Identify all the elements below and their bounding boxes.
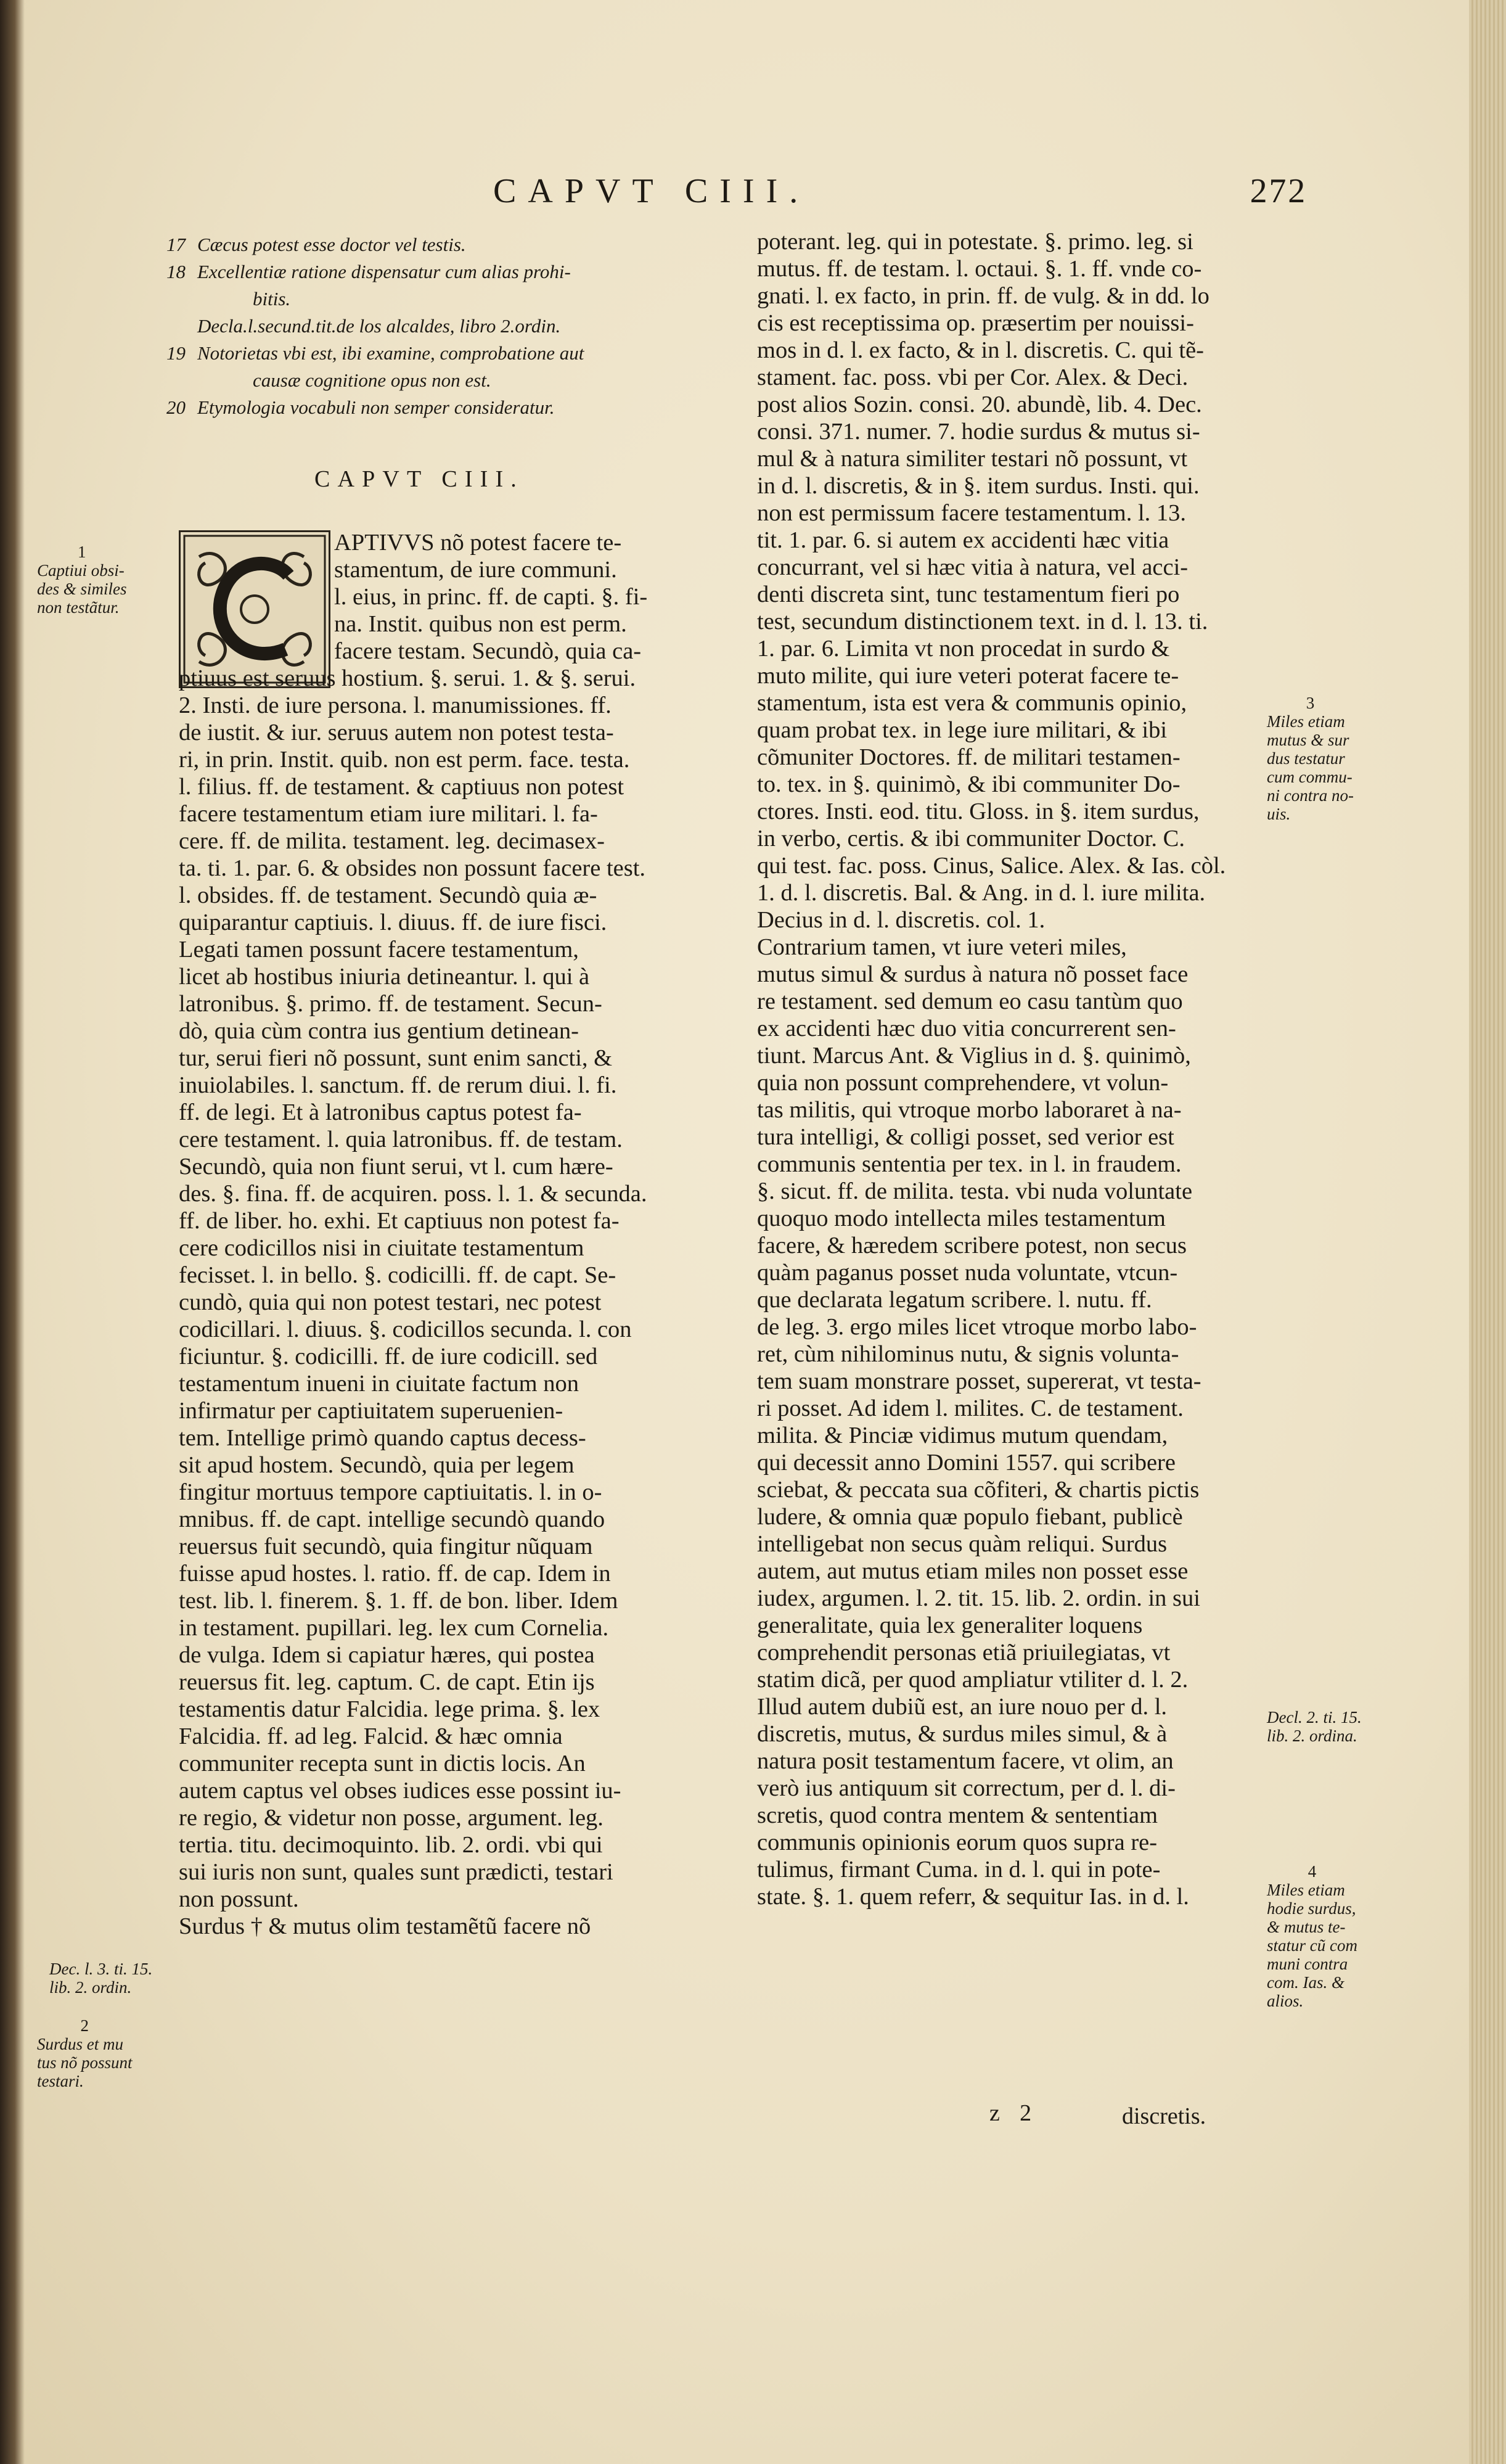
catchword: discretis. bbox=[1122, 2103, 1206, 2129]
text-line: ctores. Insti. eod. titu. Gloss. in §. item surdus, bbox=[757, 799, 1200, 824]
margin-note-captiui bbox=[37, 543, 127, 617]
margin-note-line: lib. 2. ordina. bbox=[1267, 1727, 1357, 1745]
text-line: ptiuus est seruus hostium. §. serui. 1. & §. serui. bbox=[179, 665, 636, 691]
margin-note-number: 4 bbox=[1308, 1862, 1317, 1881]
margin-note-line: Miles etiam bbox=[1267, 712, 1345, 731]
text-line: generalitate, quia lex generaliter loquens bbox=[757, 1612, 1143, 1638]
margin-note-line: ni contra no- bbox=[1267, 786, 1354, 805]
text-line: ff. de liber. ho. exhi. Et captiuus non potest fa- bbox=[179, 1208, 620, 1234]
text-line: mutus simul & surdus à natura nõ posset face bbox=[757, 961, 1189, 987]
margin-note-line: & mutus te- bbox=[1267, 1918, 1346, 1936]
text-line: latronibus. §. primo. ff. de testament. Secun- bbox=[179, 991, 602, 1017]
summary-number: 20 bbox=[166, 396, 186, 418]
text-line: quoquo modo intellecta miles testamentum bbox=[757, 1205, 1166, 1231]
text-line: sit apud hostem. Secundò, quia per legem bbox=[179, 1452, 575, 1478]
text-line: gnati. l. ex facto, in prin. ff. de vulg. & in dd. lo bbox=[757, 283, 1209, 309]
text-line: test. lib. l. finerem. §. 1. ff. de bon. liber. Idem bbox=[179, 1588, 618, 1614]
text-line: ludere, & omnia quæ populo fiebant, publicè bbox=[757, 1504, 1183, 1530]
margin-note-line: Surdus et mu bbox=[37, 2035, 123, 2053]
text-line: iudex, argumen. l. 2. tit. 15. lib. 2. ordin. in sui bbox=[757, 1585, 1200, 1611]
text-line: in testament. pupillari. leg. lex cum Cornelia. bbox=[179, 1615, 609, 1641]
text-line: cere codicillos nisi in ciuitate testamentum bbox=[179, 1235, 584, 1261]
text-line: mos in d. l. ex facto, & in l. discretis. C. qui tẽ- bbox=[757, 337, 1204, 363]
text-line: non est permissum facere testamentum. l. 13. bbox=[757, 500, 1187, 526]
text-line: re testament. sed demum eo casu tantùm quo bbox=[757, 988, 1183, 1014]
summary-line bbox=[166, 394, 700, 421]
summary-number: 17 bbox=[166, 234, 186, 255]
text-line: re regio, & videtur non posse, argument. leg. bbox=[179, 1805, 604, 1831]
summary-line bbox=[166, 313, 700, 340]
text-line: sciebat, & peccata sua cõfiteri, & chartis pictis bbox=[757, 1477, 1200, 1503]
text-line: communis sententia per tex. in l. in fraudem. bbox=[757, 1151, 1182, 1177]
margin-note-line: uis. bbox=[1267, 805, 1291, 823]
text-line: que declarata legatum scribere. l. nutu. ff. bbox=[757, 1287, 1152, 1313]
text-line: tulimus, firmant Cuma. in d. l. qui in pote- bbox=[757, 1857, 1161, 1883]
text-line: discretis, mutus, & surdus miles simul, & à bbox=[757, 1721, 1168, 1747]
text-line: Decius in d. l. discretis. col. 1. bbox=[757, 907, 1046, 933]
text-line: cundò, quia qui non potest testari, nec potest bbox=[179, 1289, 602, 1315]
text-line: verò ius antiquum sit correctum, per d. l. di- bbox=[757, 1775, 1176, 1801]
margin-note-line: dus testatur bbox=[1267, 749, 1345, 768]
text-line: natura posit testamentum facere, vt olim, an bbox=[757, 1748, 1174, 1774]
text-line: l. filius. ff. de testament. & captiuus non potest bbox=[179, 774, 624, 800]
text-line: test, secundum distinctionem text. in d. l. 13. ti. bbox=[757, 609, 1208, 634]
text-line: dò, quia cùm contra ius gentium detinean- bbox=[179, 1018, 579, 1044]
margin-note-line: muni contra bbox=[1267, 1955, 1348, 1973]
summary-text: Decla.l.secund.tit.de los alcaldes, libro 2.ordin. bbox=[197, 315, 561, 337]
text-line: codicillari. l. diuus. §. codicillos secunda. l. con bbox=[179, 1316, 632, 1342]
margin-note-line: com. Ias. & bbox=[1267, 1973, 1344, 1992]
text-line: l. eius, in princ. ff. de capti. §. fi- bbox=[334, 584, 648, 610]
text-line: tertia. titu. decimoquinto. lib. 2. ordi. vbi qui bbox=[179, 1832, 603, 1858]
text-line: qui test. fac. poss. Cinus, Salice. Alex. & Ias. còl. bbox=[757, 853, 1226, 879]
text-line: tura intelligi, & colligi posset, sed verior est bbox=[757, 1124, 1174, 1150]
text-line: na. Instit. quibus non est perm. bbox=[334, 611, 627, 637]
text-line: mutus. ff. de testam. l. octaui. §. 1. ff. vnde co- bbox=[757, 256, 1202, 282]
text-line: Surdus † & mutus olim testamẽtũ facere nõ bbox=[179, 1913, 591, 1939]
text-line: communis opinionis eorum quos supra re- bbox=[757, 1830, 1158, 1855]
text-line: facere, & hæredem scribere potest, non secus bbox=[757, 1233, 1187, 1259]
text-line: cõmuniter Doctores. ff. de militari testamen- bbox=[757, 744, 1181, 770]
text-line: muto milite, qui iure veteri poterat facere te- bbox=[757, 663, 1179, 689]
summary-text: Etymologia vocabuli non semper consideratur. bbox=[197, 396, 555, 418]
margin-note-line: non testãtur. bbox=[37, 598, 120, 617]
text-line: autem, aut mutus etiam miles non posset esse bbox=[757, 1558, 1189, 1584]
text-line: stament. fac. poss. vbi per Cor. Alex. & Deci. bbox=[757, 364, 1189, 390]
text-line: §. sicut. ff. de milita. testa. vbi nuda voluntate bbox=[757, 1178, 1193, 1204]
summary-line bbox=[166, 340, 700, 367]
margin-note-line: Captiui obsi- bbox=[37, 561, 125, 580]
text-line: 2. Insti. de iure persona. l. manumissiones. ff. bbox=[179, 692, 612, 718]
text-line: quam probat tex. in lege iure militari, & ibi bbox=[757, 717, 1168, 743]
text-line: licet ab hostibus iniuria detineantur. l. qui à bbox=[179, 964, 590, 990]
running-title: CAPVT CIII. bbox=[493, 172, 810, 210]
text-line: Illud autem dubiũ est, an iure nouo per d. l. bbox=[757, 1694, 1168, 1720]
text-line: quiparantur captiuis. l. diuus. ff. de iure fisci. bbox=[179, 910, 607, 935]
summary-text: Cæcus potest esse doctor vel testis. bbox=[197, 234, 466, 255]
text-line: APTIVVS nõ potest facere te- bbox=[334, 530, 622, 556]
text-line: state. §. 1. quem referr, & sequitur Ias. in d. l. bbox=[757, 1884, 1189, 1910]
summary-line bbox=[166, 258, 700, 285]
text-line: sui iuris non sunt, quales sunt prædicti, testari bbox=[179, 1859, 613, 1885]
text-line: poterant. leg. qui in potestate. §. primo. leg. si bbox=[757, 229, 1193, 255]
margin-note-surdus bbox=[37, 2016, 133, 2090]
text-line: tit. 1. par. 6. si autem ex accidenti hæc vitia bbox=[757, 527, 1169, 553]
text-line: de vulga. Idem si capiatur hæres, qui postea bbox=[179, 1642, 595, 1668]
margin-note-line: tus nõ possunt bbox=[37, 2053, 133, 2072]
text-line: fecisset. l. in bello. §. codicilli. ff. de capt. Se- bbox=[179, 1262, 616, 1288]
text-line: stamentum, ista est vera & communis opinio, bbox=[757, 690, 1187, 716]
text-line: tur, serui fieri nõ possunt, sunt enim sancti, & bbox=[179, 1045, 613, 1071]
text-line: ff. de legi. Et à latronibus captus potest fa- bbox=[179, 1099, 582, 1125]
summary-number: 18 bbox=[166, 261, 186, 282]
text-line: denti discreta sint, tunc testamentum fieri po bbox=[757, 581, 1180, 607]
margin-note-line: hodie surdus, bbox=[1267, 1899, 1356, 1918]
text-line: testamentum inueni in ciuitate factum non bbox=[179, 1371, 579, 1397]
text-line: intelligebat non secus quàm reliqui. Surdus bbox=[757, 1531, 1168, 1557]
margin-note-number: 1 bbox=[78, 543, 86, 561]
text-line: post alios Sozin. consi. 20. abundè, lib. 4. Dec. bbox=[757, 392, 1202, 417]
text-line: ri, in prin. Instit. quib. non est perm. face. testa. bbox=[179, 747, 630, 773]
text-line: tiunt. Marcus Ant. & Viglius in d. §. quinimò, bbox=[757, 1043, 1191, 1069]
text-line: 1. d. l. discretis. Bal. & Ang. in d. l. iure milita. bbox=[757, 880, 1206, 906]
text-line: facere testam. Secundò, quia ca- bbox=[334, 638, 642, 664]
margin-note-line: statur cũ com bbox=[1267, 1936, 1357, 1955]
text-line: testamentis datur Falcidia. lege prima. §. lex bbox=[179, 1696, 600, 1722]
text-line: concurrant, vel si hæc vitia à natura, vel acci- bbox=[757, 554, 1189, 580]
margin-note-line: lib. 2. ordin. bbox=[49, 1978, 132, 1997]
page-edges bbox=[1469, 0, 1506, 2464]
summary-text: Excellentiæ ratione dispensatur cum alias prohi- bbox=[197, 261, 571, 282]
margin-note-decl-right bbox=[1267, 1708, 1362, 1745]
section-title: CAPVT CIII. bbox=[314, 466, 524, 492]
book-binding bbox=[0, 0, 25, 2464]
text-line: communiter recepta sunt in dictis locis. An bbox=[179, 1751, 586, 1776]
summary-text: bitis. bbox=[253, 288, 291, 310]
text-line: quia non possunt comprehendere, vt volun- bbox=[757, 1070, 1169, 1096]
summary-number: 19 bbox=[166, 342, 186, 364]
text-line: mnibus. ff. de capt. intellige secundò quando bbox=[179, 1506, 605, 1532]
text-line: cere testament. l. quia latronibus. ff. de testam. bbox=[179, 1127, 623, 1152]
signature-mark: z 2 bbox=[989, 2100, 1039, 2126]
margin-note-miles-1 bbox=[1267, 694, 1354, 823]
text-line: cere. ff. de milita. testament. leg. decimasex- bbox=[179, 828, 605, 854]
chapter-summary bbox=[166, 231, 700, 421]
text-line: facere testamentum etiam iure militari. l. fa- bbox=[179, 801, 598, 827]
text-line: fuisse apud hostes. l. ratio. ff. de cap. Idem in bbox=[179, 1561, 611, 1587]
text-line: statim dicã, per quod ampliatur vtiliter d. l. 2. bbox=[757, 1667, 1189, 1693]
text-line: reuersus fit. leg. captum. C. de capt. Etin ijs bbox=[179, 1669, 595, 1695]
margin-note-decl-left bbox=[49, 1960, 152, 1997]
text-line: milita. & Pinciæ vidimus mutum quendam, bbox=[757, 1423, 1168, 1448]
text-line: de leg. 3. ergo miles licet vtroque morbo labo- bbox=[757, 1314, 1197, 1340]
text-line: inuiolabiles. l. sanctum. ff. de rerum diui. l. fi. bbox=[179, 1072, 617, 1098]
margin-note-miles-2 bbox=[1267, 1862, 1357, 2010]
text-line: ficiuntur. §. codicilli. ff. de iure codicill. sed bbox=[179, 1344, 598, 1370]
text-line: scretis, quod contra mentem & sententiam bbox=[757, 1802, 1158, 1828]
margin-note-line: Miles etiam bbox=[1267, 1881, 1345, 1899]
page-number: 272 bbox=[1250, 172, 1307, 210]
text-line: fingitur mortuus tempore captiuitatis. l. in o- bbox=[179, 1479, 602, 1505]
summary-text: causæ cognitione opus non est. bbox=[253, 369, 491, 391]
running-header bbox=[493, 171, 1307, 221]
text-line: tem. Intellige primò quando captus decess- bbox=[179, 1425, 586, 1451]
text-line: autem captus vel obses iudices esse possint iu- bbox=[179, 1778, 621, 1804]
text-line: quàm paganus posset nuda voluntate, vtcun- bbox=[757, 1260, 1178, 1286]
text-line: infirmatur per captiuitatem superuenien- bbox=[179, 1398, 563, 1424]
text-line: des. §. fina. ff. de acquiren. poss. l. 1. & secunda. bbox=[179, 1181, 647, 1207]
text-line: 1. par. 6. Limita vt non procedat in surdo & bbox=[757, 636, 1170, 662]
text-line: Secundò, quia non fiunt serui, vt l. cum hære- bbox=[179, 1154, 613, 1180]
margin-note-line: des & similes bbox=[37, 580, 127, 598]
text-line: l. obsides. ff. de testament. Secundò quia æ- bbox=[179, 882, 597, 908]
text-line: Falcidia. ff. ad leg. Falcid. & hæc omnia bbox=[179, 1723, 563, 1749]
text-line: ri posset. Ad idem l. milites. C. de testament. bbox=[757, 1395, 1184, 1421]
margin-note-line: mutus & sur bbox=[1267, 731, 1349, 749]
text-line: tas militis, qui vtroque morbo laboraret à na- bbox=[757, 1097, 1182, 1123]
text-line: to. tex. in §. quinimò, & ibi communiter Do- bbox=[757, 771, 1181, 797]
summary-line bbox=[166, 285, 700, 313]
margin-note-number: 3 bbox=[1306, 694, 1315, 712]
text-line: de iustit. & iur. seruus autem non potest testa- bbox=[179, 720, 614, 745]
text-line: comprehendit personas etiã priuilegiatas, vt bbox=[757, 1640, 1171, 1665]
text-line: stamentum, de iure communi. bbox=[334, 557, 617, 583]
margin-note-line: alios. bbox=[1267, 1992, 1304, 2010]
text-line: non possunt. bbox=[179, 1886, 299, 1912]
summary-text: Notorietas vbi est, ibi examine, comprobatione aut bbox=[197, 342, 584, 364]
margin-note-line: testari. bbox=[37, 2072, 84, 2090]
text-line: tem suam monstrare posset, supererat, vt testa- bbox=[757, 1368, 1201, 1394]
summary-line bbox=[166, 367, 700, 394]
text-line: qui decessit anno Domini 1557. qui scribere bbox=[757, 1450, 1176, 1476]
summary-line bbox=[166, 231, 700, 258]
margin-note-line: Decl. 2. ti. 15. bbox=[1267, 1708, 1362, 1727]
text-line: Legati tamen possunt facere testamentum, bbox=[179, 937, 579, 963]
text-line: ex accidenti hæc duo vitia concurrerent sen- bbox=[757, 1016, 1176, 1041]
right-column bbox=[757, 228, 1266, 1910]
text-line: in d. l. discretis, & in §. item surdus. Insti. qui. bbox=[757, 473, 1200, 499]
text-line: mul & à natura similiter testari nõ possunt, vt bbox=[757, 446, 1188, 472]
text-line: consi. 371. numer. 7. hodie surdus & mutus si- bbox=[757, 419, 1200, 445]
left-column bbox=[179, 529, 700, 1940]
text-line: Contrarium tamen, vt iure veteri miles, bbox=[757, 934, 1127, 960]
text-line: in verbo, certis. & ibi communiter Doctor. C. bbox=[757, 826, 1185, 852]
margin-note-number: 2 bbox=[80, 2016, 89, 2035]
text-line: cis est receptissima op. præsertim per nouissi- bbox=[757, 310, 1194, 336]
margin-note-line: cum commu- bbox=[1267, 768, 1353, 786]
text-line: ret, cùm nihilominus nutu, & signis volunta- bbox=[757, 1341, 1179, 1367]
margin-note-line: Dec. l. 3. ti. 15. bbox=[49, 1960, 153, 1978]
text-line: ta. ti. 1. par. 6. & obsides non possunt facere test. bbox=[179, 855, 646, 881]
text-line: reuersus fuit secundò, quia fingitur nũquam bbox=[179, 1534, 593, 1559]
